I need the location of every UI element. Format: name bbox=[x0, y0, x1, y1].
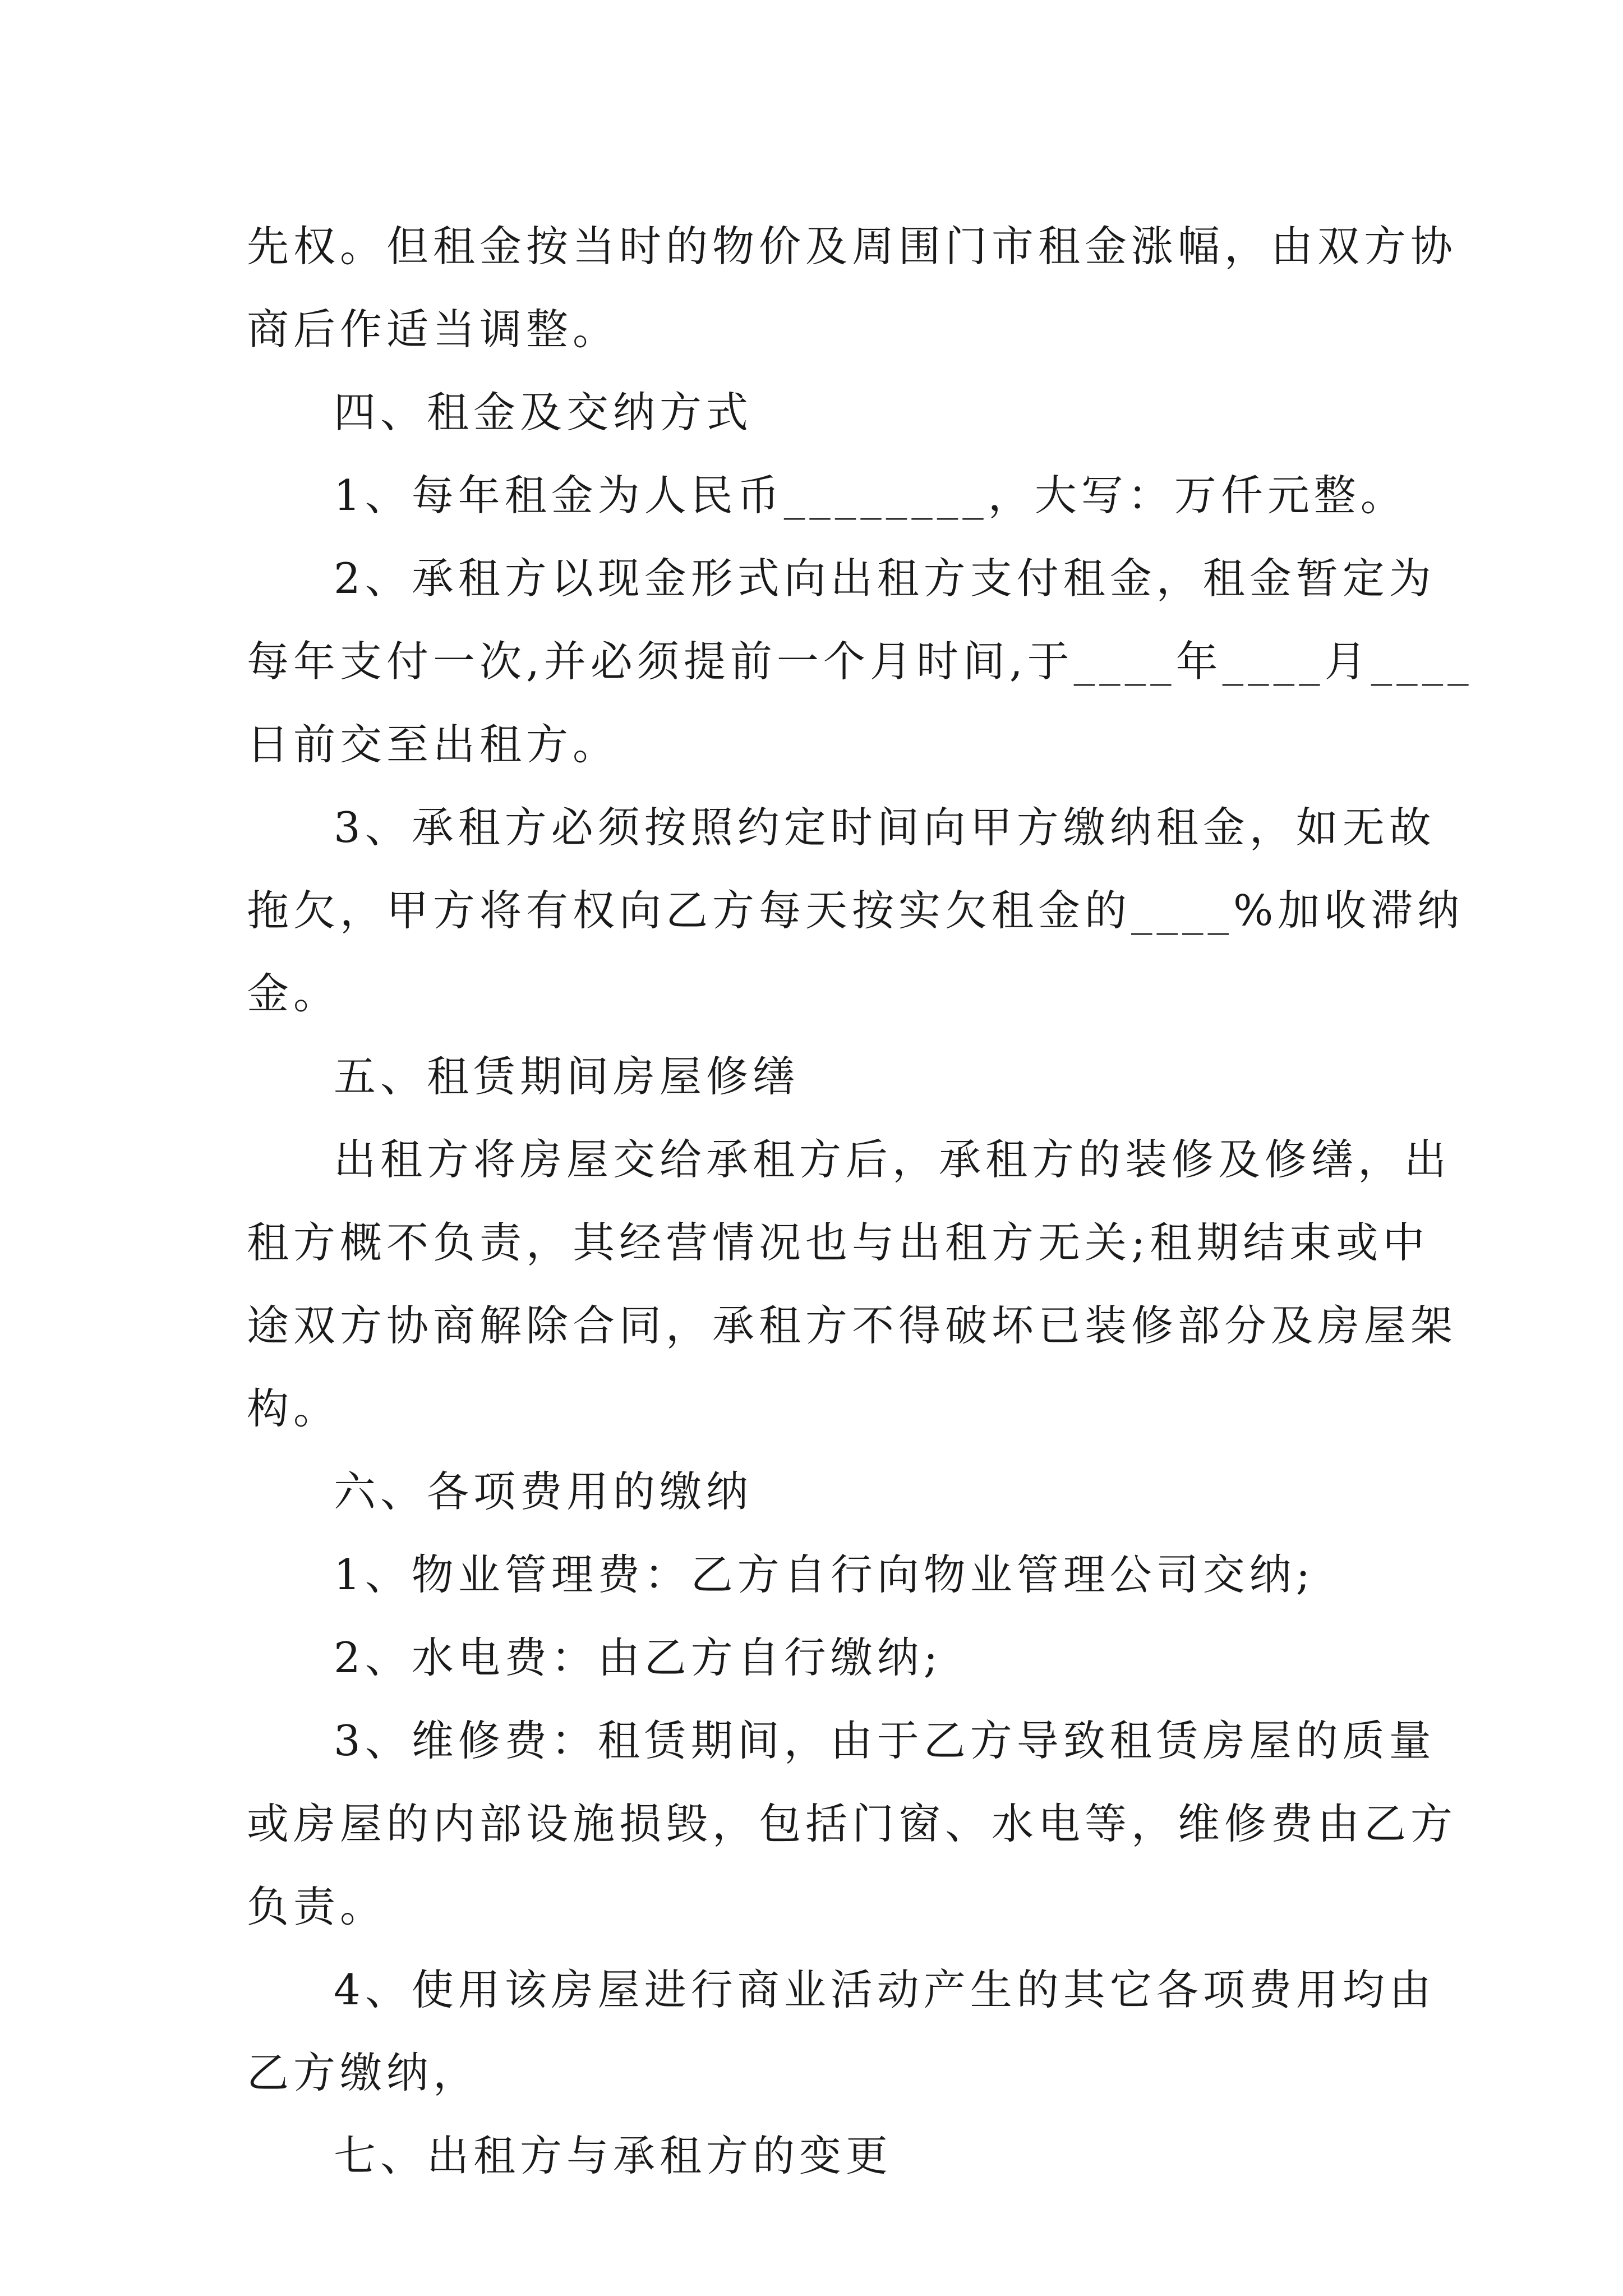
text-line: 途双方协商解除合同，承租方不得破坏已装修部分及房屋架 bbox=[247, 1301, 1458, 1350]
text-line: 七、出租方与承租方的变更 bbox=[334, 2131, 893, 2180]
section-heading bbox=[247, 1035, 1385, 1118]
section-heading bbox=[247, 1450, 1385, 1533]
paragraph bbox=[247, 1616, 1385, 1699]
text-line: 日前交至出租方。 bbox=[247, 720, 620, 769]
text-line: 3、维修费：租赁期间，由于乙方导致租赁房屋的质量 bbox=[334, 1716, 1436, 1765]
text-line: 四、租金及交纳方式 bbox=[334, 388, 753, 437]
text-line: 1、每年租金为人民币________，大写：万仟元整。 bbox=[334, 471, 1407, 520]
text-line: 金。 bbox=[247, 969, 340, 1018]
section-heading bbox=[247, 371, 1385, 454]
text-line: 4、使用该房屋进行商业活动产生的其它各项费用均由 bbox=[334, 1965, 1436, 2014]
document-body bbox=[247, 205, 1473, 2197]
text-line: 负责。 bbox=[247, 1882, 387, 1931]
paragraph bbox=[247, 454, 1407, 537]
text-line: 1、物业管理费：乙方自行向物业管理公司交纳; bbox=[334, 1550, 1315, 1599]
text-line: 每年支付一次,并必须提前一个月时间,于____年____月____ bbox=[247, 637, 1473, 686]
text-line: 拖欠，甲方将有权向乙方每天按实欠租金的____%加收滞纳 bbox=[247, 886, 1464, 935]
text-line: 租方概不负责，其经营情况也与出租方无关;租期结束或中 bbox=[247, 1218, 1430, 1267]
paragraph bbox=[247, 537, 1473, 786]
paragraph bbox=[247, 786, 1464, 1035]
text-line: 2、水电费：由乙方自行缴纳; bbox=[334, 1633, 942, 1682]
paragraph bbox=[247, 205, 1458, 371]
text-line: 或房屋的内部设施损毁，包括门窗、水电等，维修费由乙方 bbox=[247, 1799, 1458, 1848]
section-heading bbox=[247, 2114, 1385, 2197]
paragraph bbox=[247, 1948, 1436, 2114]
text-line: 五、租赁期间房屋修缮 bbox=[334, 1052, 800, 1101]
text-line: 出租方将房屋交给承租方后，承租方的装修及修缮，出 bbox=[334, 1135, 1451, 1184]
text-line: 2、承租方以现金形式向出租方支付租金，租金暂定为 bbox=[334, 554, 1436, 603]
paragraph bbox=[247, 1118, 1458, 1450]
paragraph bbox=[247, 1699, 1458, 1948]
paragraph bbox=[247, 1533, 1385, 1616]
text-line: 乙方缴纳， bbox=[247, 2048, 480, 2097]
text-line: 构。 bbox=[247, 1384, 340, 1433]
text-line: 商后作适当调整。 bbox=[247, 305, 620, 354]
text-line: 3、承租方必须按照约定时间向甲方缴纳租金，如无故 bbox=[334, 803, 1436, 852]
text-line: 六、各项费用的缴纳 bbox=[334, 1467, 753, 1516]
text-line: 先权。但租金按当时的物价及周围门市租金涨幅，由双方协 bbox=[247, 222, 1458, 271]
